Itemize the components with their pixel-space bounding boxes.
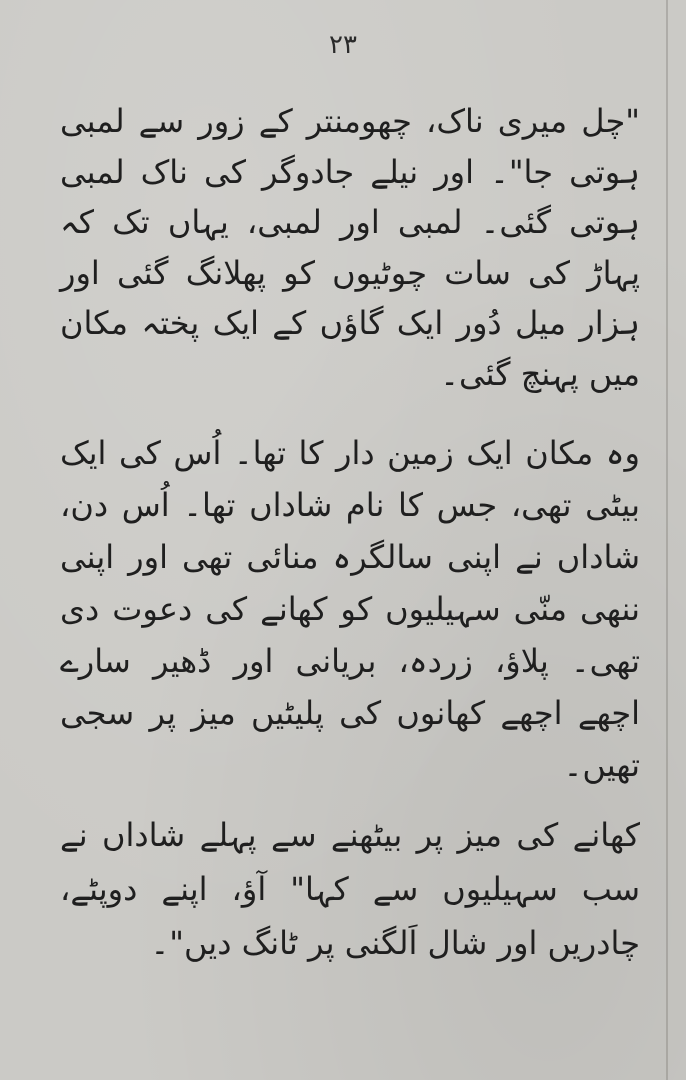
paragraph-2: وہ مکان ایک زمین دار کا تھا۔ اُس کی ایک بیٹی تھی، جس کا نام شاداں تھا۔ اُس دن، شاداں نے اپنی سالگرہ منائی تھی اور اپنی ننھی منّی سہیلیوں کو کھانے کی دعوت دی تھی۔ پلاؤ، زردہ، بریانی اور ڈھیر سارے اچھے اچھے کھانوں کی پلیٹیں میز پر سجی تھیں۔ [60, 434, 640, 784]
page-number: ۲۳ [329, 30, 357, 60]
paragraph-1: "چل میری ناک، چھومنتر کے زور سے لمبی ہوتی جا"۔ اور نیلے جادوگر کی ناک لمبی ہوتی گئی۔ لمبی اور لمبی، یہاں تک کہ پہاڑ کی سات چوٹیوں کو پھلانگ گئی اور ہزار میل دُور ایک گاؤں کے ایک پختہ مکان میں پہنچ گئی۔ [60, 102, 640, 393]
page-edge-line [666, 0, 668, 1080]
paragraph-3: کھانے کی میز پر بیٹھنے سے پہلے شاداں نے سب سہیلیوں سے کہا" آؤ، اپنے دوپٹے، چادریں اور شال اَلگنی پر ٹانگ دیں"۔ [60, 816, 640, 962]
